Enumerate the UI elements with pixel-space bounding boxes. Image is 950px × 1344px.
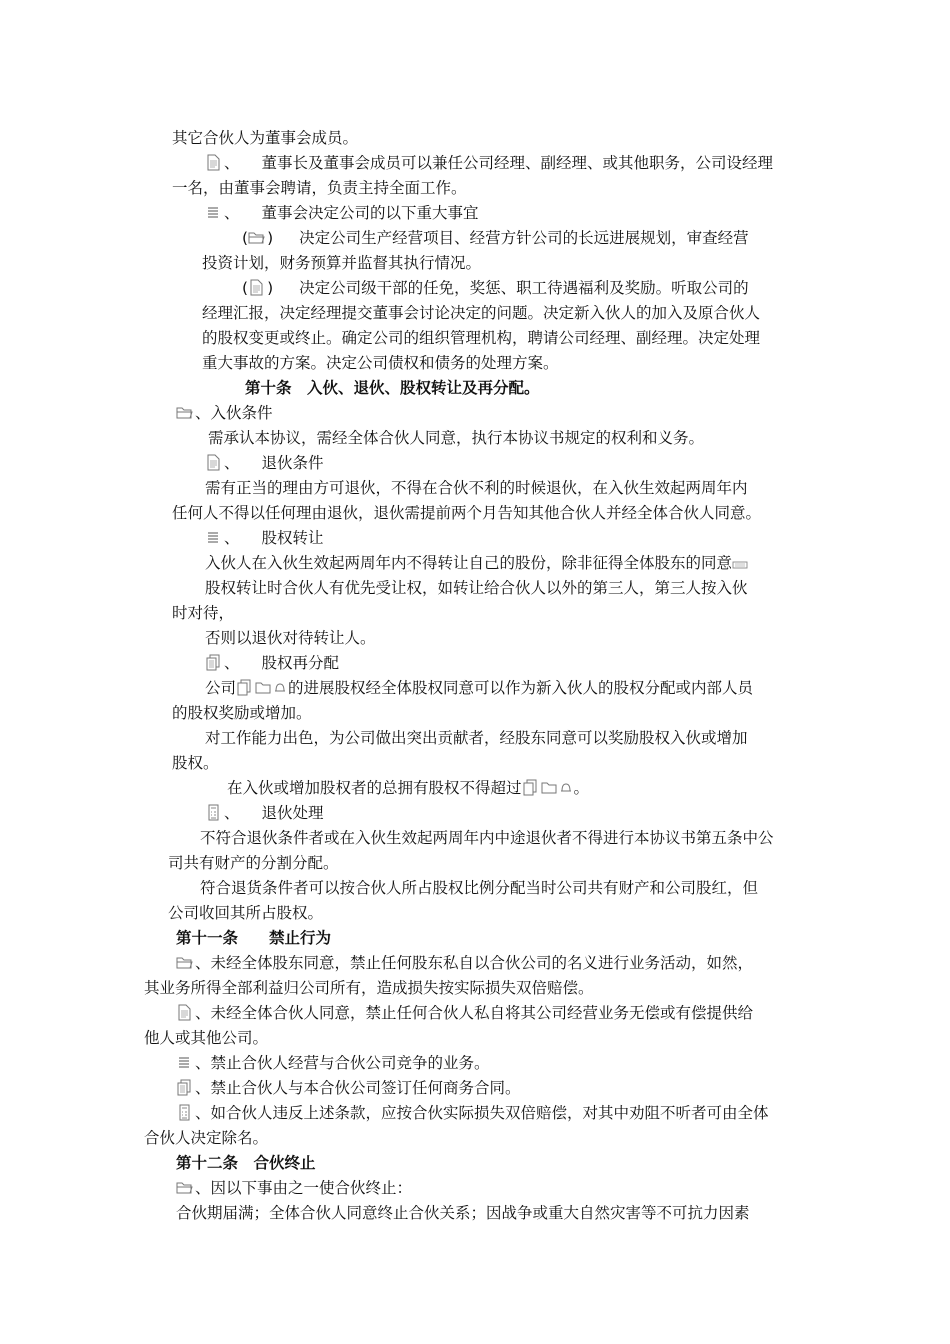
numbered-line: 、未经全体股东同意，禁止任何股东私自以合伙公司的名义进行业务活动，如然， xyxy=(176,953,753,975)
separator: 、 xyxy=(224,204,240,222)
documents-icon xyxy=(522,779,539,796)
list-icon xyxy=(205,204,222,221)
document-icon xyxy=(205,454,222,471)
numbered-line: ( ) 决定公司级干部的任免，奖惩、职工待遇福利及奖励。听取公司的 xyxy=(242,279,749,297)
folder-icon xyxy=(248,229,265,246)
text-line: 任何人不得以任何理由退伙，退伙需提前两个月告知其他合伙人并经全体合伙人同意。 xyxy=(172,504,762,522)
text-line: 股权转让时合伙人有优先受让权，如转让给合伙人以外的第三人，第三人按入伙 xyxy=(205,579,748,597)
text-line: 的股权奖励或增加。 xyxy=(172,704,312,722)
text-line: 他人或其他公司。 xyxy=(144,1029,269,1047)
text-line: 入伙人在入伙生效起两周年内不得转让自己的股份，除非征得全体股东的同意 xyxy=(205,553,751,575)
numbered-line: ( ) 决定公司生产经营项目、经营方针公司的长远进展规划，审查经营 xyxy=(242,229,749,247)
folder-icon xyxy=(176,404,193,421)
numbered-line: 、禁止合伙人经营与合伙公司竞争的业务。 xyxy=(176,1053,490,1075)
folder-icon xyxy=(541,779,558,796)
document-icon xyxy=(248,279,265,296)
bell-icon xyxy=(560,779,572,796)
text-line: 否则以退伙对待转让人。 xyxy=(205,629,376,647)
text-line: 公司 的进展股权经全体股权同意可以作为新入伙人的股权分配或内部人员 xyxy=(205,679,754,697)
documents-icon xyxy=(236,679,253,696)
folder-icon xyxy=(255,679,272,696)
text-line: 经理汇报，决定经理提交董事会讨论决定的问题。决定新入伙人的加入及原合伙人 xyxy=(202,304,761,322)
bell-icon xyxy=(274,679,286,696)
folder-icon xyxy=(176,954,193,971)
numbered-line: 、入伙条件 xyxy=(176,403,273,425)
numbered-line: 、如合伙人违反上述条款，应按合伙实际损失双倍赔偿，对其中劝阻不听者可由全体 xyxy=(176,1103,769,1125)
numbered-line: 、禁止合伙人与本合伙公司签订任何商务合同。 xyxy=(176,1078,521,1100)
separator: 、 xyxy=(224,529,240,547)
text-line: 需有正当的理由方可退伙，不得在合伙不利的时候退伙，在入伙生效起两周年内 xyxy=(205,479,748,497)
numbered-line: 、 股权转让 xyxy=(205,528,324,550)
text-line: 公司收回其所占股权。 xyxy=(168,904,324,922)
text-line: 合伙人决定除名。 xyxy=(144,1129,269,1147)
text-line: 在入伙或增加股权者的总拥有股权不得超过 。 xyxy=(227,779,590,797)
text-line: 符合退货条件者可以按合伙人所占股权比例分配当时公司共有财产和公司股红，但 xyxy=(200,879,759,897)
text-line: 需承认本协议，需经全体合伙人同意，执行本协议书规定的权利和义务。 xyxy=(208,429,705,447)
section-heading: 第十二条 合伙终止 xyxy=(176,1154,316,1172)
text-line: 其它合伙人为董事会成员。 xyxy=(172,129,359,147)
text-line: 司共有财产的分割分配。 xyxy=(168,854,339,872)
text-line: 合伙期届满；全体合伙人同意终止合伙关系；因战争或重大自然灾害等不可抗力因素 xyxy=(176,1204,750,1222)
text-line: 一名，由董事会聘请，负责主持全面工作。 xyxy=(172,179,467,197)
text-line: 投资计划，财务预算并监督其执行情况。 xyxy=(202,254,482,272)
text-line: 的股权变更或终止。确定公司的组织管理机构，聘请公司经理、副经理。决定处理 xyxy=(202,329,761,347)
numbered-line: 、未经全体合伙人同意，禁止任何合伙人私自将其公司经营业务无偿或有偿提供给 xyxy=(176,1003,753,1025)
list-icon xyxy=(205,529,222,546)
folder-icon xyxy=(176,1179,193,1196)
separator: 、 xyxy=(224,804,240,822)
numbered-line: 、 股权再分配 xyxy=(205,653,339,675)
numbered-line: 、因以下事由之一使合伙终止： xyxy=(176,1178,412,1200)
text-line: 时对待， xyxy=(172,604,235,622)
text-line: 其业务所得全部利益归公司所有，造成损失按实际损失双倍赔偿。 xyxy=(144,979,594,997)
separator: 、 xyxy=(224,454,240,472)
text-line: 股权。 xyxy=(172,754,219,772)
documents-icon xyxy=(205,654,222,671)
numbered-line: 、 董事会决定公司的以下重大事宜 xyxy=(205,203,479,225)
numbered-line: 、 退伙处理 xyxy=(205,803,324,825)
text-line: 对工作能力出色，为公司做出突出贡献者，经股东同意可以奖励股权入伙或增加 xyxy=(205,729,748,747)
calculator-icon xyxy=(205,804,222,821)
text-line: 重大事故的方案。决定公司债权和债务的处理方案。 xyxy=(202,354,559,372)
text-line: 不符合退伙条件者或在入伙生效起两周年内中途退伙者不得进行本协议书第五条中公 xyxy=(200,829,774,847)
numbered-line: 、 董事长及董事会成员可以兼任公司经理、副经理、或其他职务，公司设经理 xyxy=(205,153,773,175)
calculator-icon xyxy=(176,1104,193,1121)
separator: 、 xyxy=(224,654,240,672)
document-icon xyxy=(176,1004,193,1021)
section-heading: 第十一条 禁止行为 xyxy=(176,929,332,947)
numbered-line: 、 退伙条件 xyxy=(205,453,324,475)
list-icon xyxy=(176,1054,193,1071)
document-icon xyxy=(205,154,222,171)
keyboard-icon xyxy=(732,554,749,571)
documents-icon xyxy=(176,1079,193,1096)
section-heading: 第十条 入伙、退伙、股权转让及再分配。 xyxy=(245,379,540,397)
separator: 、 xyxy=(224,154,240,172)
